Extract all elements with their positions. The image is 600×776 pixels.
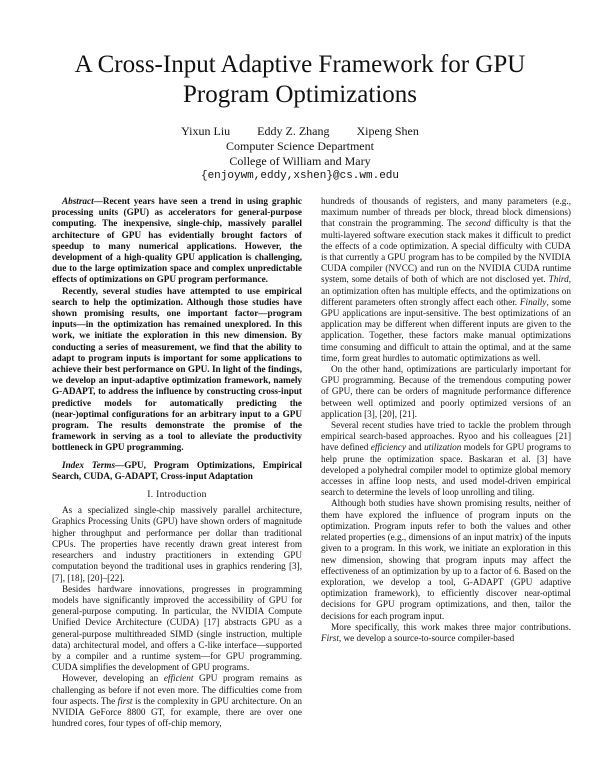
index-terms-text: —GPU, Program Optimizations, Empirical Search, CUDA, G-ADAPT, Cross-input Adaptation bbox=[52, 459, 302, 481]
index-terms-lead: Index Terms bbox=[62, 459, 116, 470]
emphasis: efficient bbox=[163, 673, 194, 684]
text-run: , an optimization often has multiple effects, and the optimizations on different parameters often strongly affect each other. bbox=[321, 274, 571, 307]
emphasis: first bbox=[117, 695, 133, 706]
text-run: is the complexity in GPU architecture. On an NVIDIA GeForce 8800 GT, for example, there are over one hundred cores, four types of off-chip memory, bbox=[52, 695, 302, 729]
text-run: hundreds of thousands of registers, and many parameters (e.g., maximum number of threads per block, thread block dimensions) that constrain the programming. The bbox=[321, 196, 571, 229]
intro-paragraph-7 bbox=[321, 622, 571, 644]
author-block bbox=[0, 124, 600, 184]
emphasis: second bbox=[465, 218, 491, 229]
author-2: Eddy Z. Zhang bbox=[257, 124, 330, 138]
paper-title bbox=[0, 50, 600, 110]
text-run: difficulty is that the multi-layered software execution stack makes it difficult to predict the effects of a code optimization. A special difficulty with CUDA is that currently a GPU program has to be compiled by the NVIDIA CUDA compiler (NVCC) and run on the NVIDIA CUDA runtime system, some details of both of which are not disclosed yet. bbox=[321, 218, 572, 285]
emphasis: utilization bbox=[424, 442, 462, 453]
emphasis: Finally bbox=[519, 296, 547, 307]
abstract bbox=[52, 196, 302, 454]
abstract-lead: Abstract bbox=[62, 196, 94, 206]
emphasis: First bbox=[321, 632, 339, 643]
text-run: and bbox=[405, 442, 425, 453]
intro-paragraph-4: On the other hand, optimizations are particularly important for GPU programming. Because of the tremendous computing power of GPU, there can be orders of magnitude performance difference between well optimized and poorly optimized versions of an application [3], [20], [21]. bbox=[321, 364, 571, 419]
text-run: , we develop a source-to-source compiler-based bbox=[338, 632, 515, 643]
intro-paragraph-5 bbox=[321, 420, 571, 498]
text-run: , some GPU applications are input-sensitive. The best optimizations of an application may be different when different inputs are given to the application. Together, these factors make manual optimizations time consuming and difficult to attain the optimal, and at the same time, form great hurdles to automatic optimizations as well. bbox=[321, 296, 571, 363]
emphasis: Third bbox=[548, 274, 569, 285]
abstract-paragraph-1 bbox=[52, 196, 302, 286]
intro-paragraph-1: As a specialized single-chip massively parallel architecture, Graphics Processing Units (GPU) have shown orders of magnitude higher throughput and performance per dollar than traditional CPUs. The properties have recently drawn great interest from researchers and industry practitioners in extending GPU computation beyond the traditional uses in graphics rendering [3], [7], [18], [20]–[22]. bbox=[52, 505, 302, 583]
author-3: Xipeng Shen bbox=[356, 124, 419, 138]
affiliation-dept: Computer Science Department bbox=[226, 139, 374, 153]
author-email: {enjoywm,eddy,xshen}@cs.wm.edu bbox=[200, 170, 400, 182]
text-run: However, developing an bbox=[62, 673, 164, 684]
intro-paragraph-6: Although both studies have shown promising results, neither of them have explored the influence of program inputs on the optimization. Program inputs refer to both the values and other related properties (e.g., dimensions of an input matrix) of the inputs given to a program. In this work, we initiate an exploration in this new dimension, showing that program inputs may affect the effectiveness of an optimization by up to a factor of 6. Based on the exploration, we develop a tool, G-ADAPT (GPU adaptive optimization framework), to efficiently discover near-optimal decisions for GPU program optimizations, and then, tailor the decisions for each program input. bbox=[321, 498, 571, 621]
left-column bbox=[52, 196, 302, 729]
text-run: GPU program remains as challenging as before if not even more. The difficulties come from four aspects. The bbox=[52, 673, 302, 706]
affiliation-college: College of William and Mary bbox=[229, 154, 371, 168]
intro-paragraph-2: Besides hardware innovations, progresses in programming models have significantly improved the accessibility of GPU for general-purpose computing. In particular, the NVIDIA Compute Unified Device Architecture (CUDA) [17] abstracts GPU as a general-purpose multithreaded SIMD (single instruction, multiple data) architectural model, and offers a C-like interface—supported by a compiler and a runtime system—for GPU programming. CUDA simplifies the development of GPU programs. bbox=[52, 583, 302, 673]
emphasis: efficiency bbox=[370, 442, 406, 453]
abstract-text-1: —Recent years have seen a trend in using graphic processing units (GPU) as accelerators for general-purpose computing. The inexpensive, single-chip, massively parallel architecture of GPU has evidentially brought factors of speedup to many numerical applications. However, the development of a high-quality GPU application is challenging, due to the large optimization space and complex unpredictable effects of optimizations on GPU program performance. bbox=[52, 196, 302, 285]
intro-paragraph-3 bbox=[52, 673, 302, 729]
text-run: models for GPU programs to help prune the optimization space. Baskaran et al. [3] have developed a polyhedral compiler model to optimize global memory accesses in affine loop nests, and used model-driven empirical search to determine the levels of loop unrolling and tiling. bbox=[321, 442, 571, 498]
section-heading-introduction: I. Introduction bbox=[147, 490, 207, 501]
abstract-paragraph-2: Recently, several studies have attempted to use empirical search to help the optimization. Although those studies have shown promising results, one important factor—program inputs—in the optimization has remained unexplored. In this work, we initiate the exploration in this new dimension. By conducting a series of measurement, we find that the ability to adapt to program inputs is important for some applications to achieve their best performance on GPU. In light of the findings, we develop an input-adaptive optimization framework, namely G-ADAPT, to address the influence by constructing cross-input predictive models for automatically predicting the (near-)optimal configurations for an arbitrary input to a GPU program. The results demonstrate the promise of the framework in serving as a tool to alleviate the productivity bottleneck in GPU programming. bbox=[52, 285, 302, 453]
text-run: Several recent studies have tried to tackle the problem through empirical search-based approaches. Ryoo and his colleagues [21] have defined bbox=[321, 420, 571, 453]
text-run: More specifically, this work makes three major contributions. bbox=[331, 621, 571, 632]
author-1: Yixun Liu bbox=[181, 124, 231, 138]
intro-paragraph-3-continued bbox=[321, 196, 571, 364]
right-column bbox=[321, 196, 571, 644]
author-names bbox=[0, 124, 600, 139]
title-line-1: A Cross-Input Adaptive Framework for GPU bbox=[74, 51, 526, 78]
index-terms bbox=[52, 460, 302, 482]
title-line-2: Program Optimizations bbox=[183, 81, 417, 108]
